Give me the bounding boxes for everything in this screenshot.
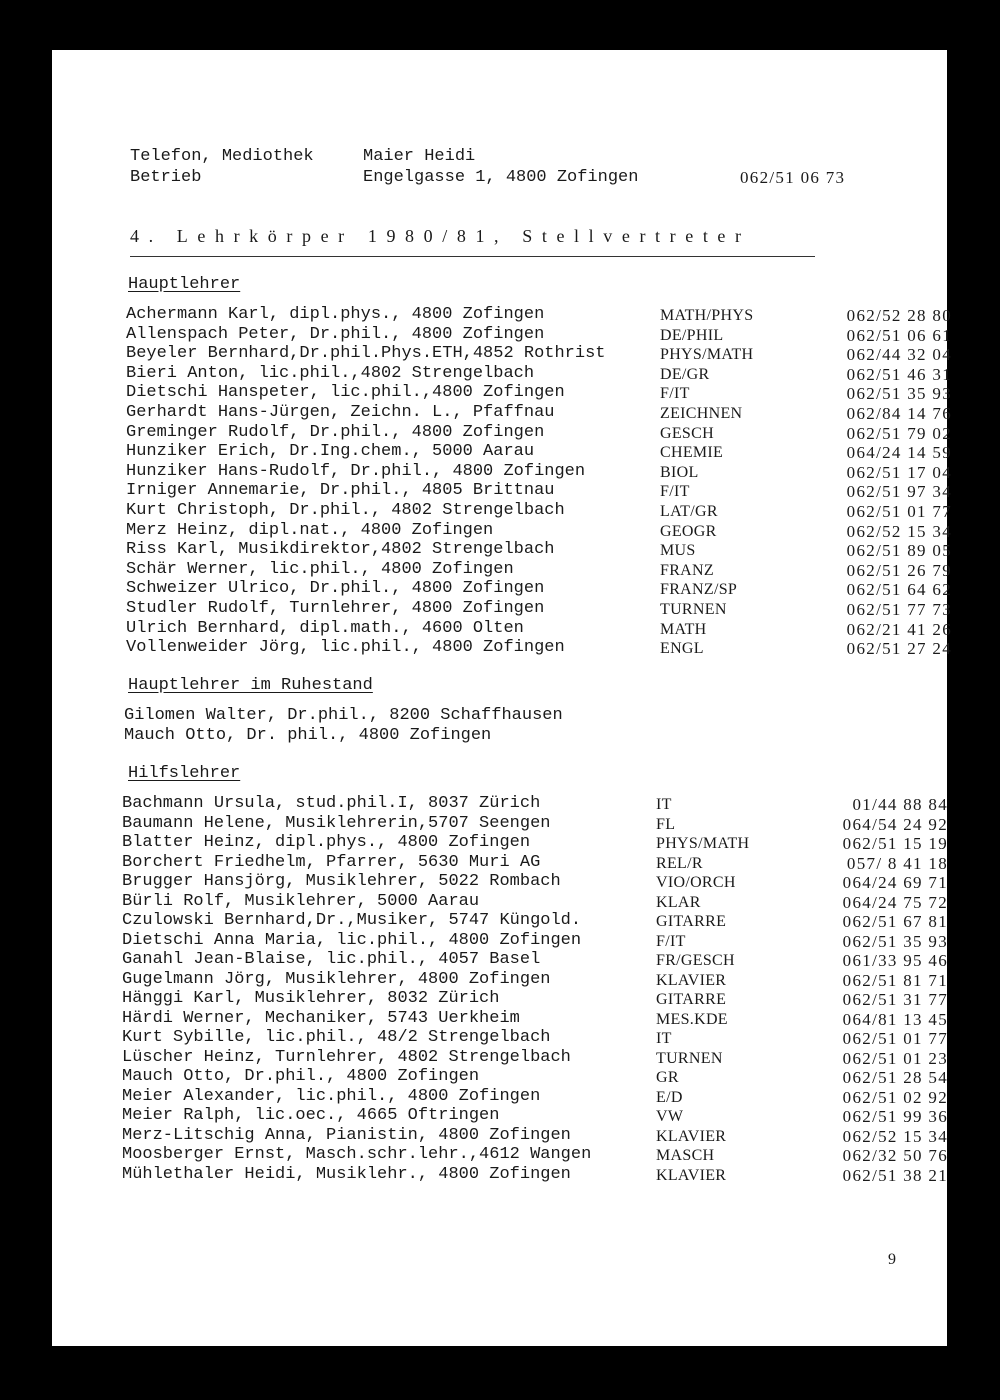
staff-name: Blatter Heinz, dipl.phys., 4800 Zofingen (122, 833, 531, 852)
staff-phone: 062/52 15 34 (842, 1126, 948, 1146)
staff-phone: 062/51 01 23 (842, 1048, 948, 1068)
staff-phone: 062/51 26 79 (846, 560, 952, 580)
staff-name: Gerhardt Hans-Jürgen, Zeichn. L., Pfaffnau (126, 403, 555, 422)
staff-subject: GESCH (660, 424, 714, 442)
staff-entry (122, 891, 948, 912)
staff-name: Baumann Helene, Musiklehrerin,5707 Seengen (122, 813, 551, 833)
staff-phone: 062/51 38 21 (842, 1165, 948, 1185)
staff-phone: 062/51 06 61 (846, 325, 952, 345)
staff-entry (122, 813, 948, 834)
staff-phone: 062/52 28 80 (846, 306, 952, 325)
staff-entry (126, 579, 952, 600)
staff-name: Härdi Werner, Mechaniker, 5743 Uerkheim (122, 1008, 520, 1028)
staff-entry (126, 520, 952, 541)
staff-subject: GR (656, 1069, 679, 1086)
staff-subject: F/IT (660, 483, 690, 501)
staff-name: Ulrich Bernhard, dipl.math., 4600 Olten (126, 618, 524, 638)
staff-subject: FL (656, 815, 676, 833)
staff-subject: MASCH (656, 1147, 715, 1164)
staff-phone: 064/24 69 71 (842, 873, 948, 892)
staff-phone: 062/51 27 24 (846, 639, 952, 659)
staff-entry (126, 559, 952, 580)
staff-entry (122, 1028, 948, 1048)
staff-subject: IT (656, 1030, 672, 1047)
staff-entry (126, 540, 952, 561)
staff-entry (122, 1106, 948, 1126)
staff-name: Gugelmann Jörg, Musiklehrer, 4800 Zofingen (122, 969, 551, 989)
staff-phone: 062/51 46 31 (846, 364, 952, 384)
staff-name: Meier Ralph, lic.oec., 4665 Oftringen (122, 1106, 500, 1125)
staff-subject: IT (656, 796, 672, 813)
staff-name: Hunziker Erich, Dr.Ing.chem., 5000 Aarau (126, 442, 535, 462)
staff-entry (122, 1164, 948, 1185)
staff-subject: FRANZ/SP (660, 581, 738, 599)
page-number: 9 (888, 1251, 896, 1268)
staff-name: Beyeler Bernhard,Dr.phil.Phys.ETH,4852 Rothrist (126, 344, 606, 364)
staff-name: Bachmann Ursula, stud.phil.I, 8037 Zürich (122, 794, 541, 813)
staff-subject: MES.KDE (656, 1010, 728, 1028)
staff-name: Moosberger Ernst, Masch.schr.lehr.,4612 Wangen (122, 1145, 592, 1164)
staff-name: Meier Alexander, lic.phil., 4800 Zofingen (122, 1086, 541, 1106)
staff-entry (126, 403, 952, 423)
staff-name: Mühlethaler Heidi, Musiklehr., 4800 Zofingen (122, 1164, 571, 1184)
staff-name: Bieri Anton, lic.phil.,4802 Strengelbach (126, 363, 535, 383)
staff-entry (126, 461, 952, 482)
staff-entry (122, 872, 948, 892)
staff-phone: 062/51 31 77 (842, 990, 948, 1009)
staff-phone: 062/51 35 93 (842, 931, 948, 951)
staff-phone: 064/81 13 45 (842, 1009, 948, 1029)
staff-phone: 062/51 64 62 (846, 580, 952, 600)
staff-phone: 062/51 01 77 (846, 502, 952, 521)
staff-entry (122, 989, 948, 1009)
staff-phone: 062/44 32 04 (846, 345, 952, 365)
staff-name: Czulowski Bernhard,Dr.,Musiker, 5747 Küngold. (122, 911, 582, 930)
staff-entry (124, 726, 924, 746)
section-divider (130, 256, 815, 257)
staff-phone: 062/51 79 02 (846, 423, 952, 443)
staff-name: Vollenweider Jörg, lic.phil., 4800 Zofingen (126, 638, 565, 658)
staff-subject: LAT/GR (660, 503, 718, 520)
staff-phone: 062/51 89 05 (846, 541, 952, 561)
staff-name: Borchert Friedhelm, Pfarrer, 5630 Muri AG (122, 852, 541, 872)
staff-name: Ganahl Jean-Blaise, lic.phil., 4057 Basel (122, 950, 541, 969)
staff-entry (124, 706, 924, 726)
contact-phone: 062/51 06 73 (740, 168, 846, 187)
staff-entry (122, 1125, 948, 1146)
staff-subject: FR/GESCH (656, 952, 735, 969)
staff-phone: 062/51 35 93 (846, 384, 952, 404)
staff-entry (122, 1047, 948, 1068)
staff-entry (126, 501, 952, 521)
staff-entry (122, 1067, 948, 1087)
staff-entry (126, 638, 952, 659)
staff-entry (122, 852, 948, 873)
staff-name: Bürli Rolf, Musiklehrer, 5000 Aarau (122, 891, 480, 911)
staff-subject: VIO/ORCH (656, 874, 736, 891)
staff-name: Achermann Karl, dipl.phys., 4800 Zofingen (126, 305, 545, 324)
staff-subject: TURNEN (660, 601, 727, 618)
staff-entry (126, 599, 952, 619)
staff-subject: PHYS/MATH (656, 835, 750, 852)
staff-subject: TURNEN (656, 1049, 723, 1067)
staff-subject: ZEICHNEN (660, 405, 743, 422)
staff-name: Irniger Annemarie, Dr.phil., 4805 Brittnau (126, 481, 555, 501)
staff-name: Mauch Otto, Dr. phil., 4800 Zofingen (124, 725, 492, 745)
staff-name: Kurt Christoph, Dr.phil., 4802 Strengelbach (126, 501, 565, 520)
staff-subject: GITARRE (656, 913, 727, 930)
staff-phone: 062/51 15 19 (842, 834, 948, 853)
staff-name: Brugger Hansjörg, Musiklehrer, 5022 Rombach (122, 872, 561, 891)
staff-subject: MUS (660, 542, 696, 560)
staff-entry (126, 383, 952, 404)
staff-subject: GEOGR (660, 522, 717, 540)
staff-phone: 01/44 88 84 (852, 795, 948, 814)
staff-entry (126, 422, 952, 443)
staff-subject: KLAR (656, 893, 701, 911)
staff-entry (122, 833, 948, 853)
staff-name: Merz Heinz, dipl.nat., 4800 Zofingen (126, 520, 494, 540)
staff-subject: FRANZ (660, 561, 714, 579)
staff-name: Mauch Otto, Dr.phil., 4800 Zofingen (122, 1067, 480, 1086)
staff-entry (126, 442, 952, 463)
staff-phone: 062/51 67 81 (842, 912, 948, 931)
staff-subject: VW (656, 1108, 684, 1125)
staff-subject: DE/GR (660, 365, 710, 383)
staff-entry (126, 305, 952, 325)
heading-hauptlehrer: Hauptlehrer (128, 275, 241, 294)
header-label-2: Betrieb (130, 168, 202, 187)
staff-name: Hunziker Hans-Rudolf, Dr.phil., 4800 Zofingen (126, 461, 586, 481)
heading-ruhestand: Hauptlehrer im Ruhestand (128, 676, 373, 695)
staff-name: Schweizer Ulrico, Dr.phil., 4800 Zofingen (126, 579, 545, 599)
staff-subject: CHEMIE (660, 444, 724, 462)
staff-phone: 062/51 77 73 (846, 600, 952, 619)
staff-phone: 064/24 14 59 (846, 443, 952, 463)
heading-hilfslehrer: Hilfslehrer (128, 764, 241, 783)
staff-phone: 062/32 50 76 (842, 1146, 948, 1165)
staff-entry (122, 969, 948, 990)
staff-name: Merz-Litschig Anna, Pianistin, 4800 Zofingen (122, 1125, 571, 1145)
staff-subject: KLAVIER (656, 1127, 727, 1145)
document-page (52, 50, 952, 1346)
staff-entry (122, 930, 948, 951)
staff-phone: 062/52 15 34 (846, 521, 952, 541)
staff-name: Studler Rudolf, Turnlehrer, 4800 Zofingen (126, 599, 545, 618)
staff-entry (126, 324, 952, 345)
staff-phone: 062/51 01 77 (842, 1029, 948, 1048)
staff-phone: 064/24 75 72 (842, 892, 948, 912)
staff-subject: F/IT (660, 385, 690, 403)
staff-name: Greminger Rudolf, Dr.phil., 4800 Zofingen (126, 422, 545, 442)
staff-subject: GITARRE (656, 991, 727, 1008)
staff-entry (126, 481, 952, 502)
section-title: 4. Lehrkörper 1980/81, Stellvertreter (130, 226, 751, 246)
staff-entry (122, 911, 948, 931)
staff-phone: 062/84 14 76 (846, 404, 952, 423)
staff-entry (126, 344, 952, 365)
staff-name: Schär Werner, lic.phil., 4800 Zofingen (126, 559, 514, 579)
header-label: Telefon, Mediothek (130, 147, 314, 166)
staff-phone: 057/ 8 41 18 (846, 853, 948, 873)
staff-phone: 061/33 95 46 (842, 951, 948, 970)
staff-entry (122, 1145, 948, 1165)
staff-phone: 062/51 97 34 (846, 482, 952, 502)
staff-entry (126, 363, 952, 384)
staff-subject: ENGL (660, 640, 704, 658)
staff-entry (122, 1086, 948, 1107)
staff-entry (122, 794, 948, 814)
staff-subject: PHYS/MATH (660, 346, 754, 364)
staff-phone: 062/51 28 54 (842, 1068, 948, 1087)
staff-entry (126, 618, 952, 639)
staff-subject: MATH (660, 620, 707, 638)
staff-phone: 062/51 17 04 (846, 462, 952, 482)
staff-name: Hänggi Karl, Musiklehrer, 8032 Zürich (122, 989, 500, 1008)
staff-phone: 062/51 99 36 (842, 1107, 948, 1126)
staff-name: Lüscher Heinz, Turnlehrer, 4802 Strengelbach (122, 1047, 571, 1067)
staff-phone: 062/21 41 26 (846, 619, 952, 639)
staff-entry (122, 950, 948, 970)
staff-phone: 064/54 24 92 (842, 814, 948, 834)
staff-subject: F/IT (656, 932, 686, 950)
staff-entry (122, 1008, 948, 1029)
staff-phone: 062/51 02 92 (842, 1087, 948, 1107)
staff-subject: KLAVIER (656, 971, 727, 989)
staff-name: Dietschi Anna Maria, lic.phil., 4800 Zofingen (122, 930, 582, 950)
staff-subject: MATH/PHYS (660, 307, 754, 324)
staff-subject: BIOL (660, 463, 699, 481)
staff-subject: E/D (656, 1088, 683, 1106)
staff-name: Gilomen Walter, Dr.phil., 8200 Schaffhausen (124, 706, 563, 725)
staff-subject: KLAVIER (656, 1166, 727, 1184)
staff-name: Dietschi Hanspeter, lic.phil.,4800 Zofingen (126, 383, 565, 403)
staff-subject: REL/R (656, 854, 703, 872)
staff-name: Riss Karl, Musikdirektor,4802 Strengelbach (126, 540, 555, 560)
staff-phone: 062/51 81 71 (842, 970, 948, 990)
contact-address: Engelgasse 1, 4800 Zofingen (363, 168, 639, 187)
staff-name: Kurt Sybille, lic.phil., 48/2 Strengelbach (122, 1028, 551, 1047)
contact-name: Maier Heidi (363, 147, 476, 166)
staff-name: Allenspach Peter, Dr.phil., 4800 Zofingen (126, 324, 545, 344)
staff-subject: DE/PHIL (660, 326, 724, 344)
